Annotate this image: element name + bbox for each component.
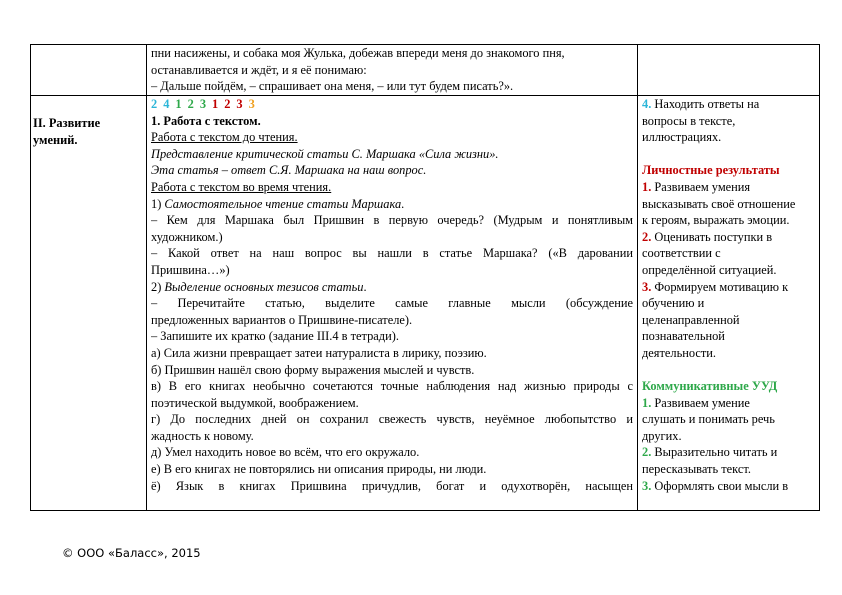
result-text: Развиваем умения [651, 179, 751, 194]
copyright-footer: © ООО «Баласс», 2015 [62, 546, 201, 560]
result-item [642, 444, 818, 461]
result-text: определённой ситуацией. [642, 262, 777, 277]
column-divider [637, 45, 638, 510]
subheading-during-reading: Работа с текстом во время чтения. [151, 179, 332, 194]
step-text: Выделение основных тезисов статьи [164, 279, 364, 294]
result-text: Оформлять свои мысли в [651, 478, 789, 493]
column-divider [819, 45, 820, 510]
result-number: 2. [642, 229, 652, 244]
result-item [642, 179, 818, 196]
result-text: познавательной [642, 329, 725, 344]
result-text: Развиваем умение [651, 395, 750, 410]
result-text: к героям, выражать эмоции. [642, 213, 790, 228]
result-item [642, 279, 818, 296]
result-item [642, 96, 818, 113]
uud-code-digit: 4 [163, 97, 170, 111]
uud-code-digit: 1 [212, 97, 219, 111]
stage-title-line2: умений. [33, 132, 78, 147]
result-text: Формируем мотивацию к [651, 279, 789, 294]
row1-line: останавливается и ждёт, и я её понимаю: [151, 62, 367, 77]
result-number: 3. [642, 478, 652, 493]
result-text: пересказывать текст. [642, 462, 751, 477]
lesson-table [30, 44, 820, 511]
uud-code-digit: 1 [175, 97, 182, 111]
result-text: других. [642, 428, 682, 443]
column-divider [146, 45, 147, 510]
uud-code-digit: 3 [248, 97, 255, 111]
row1-line: пни насижены, и собака моя Жулька, добежав впереди меня до знакомого пня, [151, 46, 565, 60]
thesis-line: д) Умел находить новое во всём, что его окружало. [151, 445, 420, 460]
step-2 [151, 279, 633, 296]
row1-line: – Дальше пойдём, – спрашивает она меня, – или тут будем писать?». [151, 79, 514, 94]
row1-text [151, 45, 633, 95]
result-number: 2. [642, 445, 652, 460]
result-number: 4. [642, 97, 652, 111]
uud-code-digit: 2 [187, 97, 194, 111]
task-line: – Перечитайте статью, выделите самые главные мысли (обсуждение [151, 296, 633, 311]
work-with-text-cell [151, 96, 633, 494]
question-line: – Кем для Маршака был Пришвин в первую очередь? (Мудрым и понятливым [151, 213, 633, 228]
thesis-line: в) В его книгах необычно сочетаются точные наблюдения над жизнью природы с [151, 379, 633, 394]
result-text: вопросы в тексте, [642, 113, 736, 128]
question-line: Пришвина…») [151, 262, 230, 277]
thesis-line: поэтической выдумкой, воображением. [151, 395, 359, 410]
result-item [642, 395, 818, 412]
intro-line: Представление критической статьи С. Маршака «Сила жизни». [151, 146, 499, 161]
result-item [642, 229, 818, 246]
result-text: высказывать своё отношение [642, 196, 796, 211]
communicative-uud-title: Коммуникативные УУД [642, 379, 778, 394]
result-number: 1. [642, 179, 652, 194]
question-line: художником.) [151, 229, 223, 244]
uud-code-digit: 3 [236, 97, 243, 111]
thesis-line: б) Пришвин нашёл свою форму выражения мыслей и чувств. [151, 362, 475, 377]
intro-line: Эта статья – ответ С.Я. Маршака на наш вопрос. [151, 163, 427, 178]
uud-code-digit: 2 [151, 97, 158, 111]
thesis-line: жадность к новому. [151, 428, 254, 443]
step-dot: . [363, 279, 367, 294]
thesis-line: е) В его книгах не повторялись ни описания природы, ни люди. [151, 462, 487, 477]
uud-code-digit: 2 [224, 97, 231, 111]
step-1 [151, 196, 633, 213]
subheading-before-reading: Работа с текстом до чтения. [151, 130, 298, 145]
uud-code-digit: 3 [199, 97, 207, 111]
result-text: Находить ответы на [651, 97, 760, 111]
results-cell [642, 96, 818, 494]
uud-codes [151, 96, 633, 113]
result-text: Оценивать поступки в [651, 229, 773, 244]
result-item [642, 478, 818, 495]
task-line: предложенных вариантов о Пришвине-писателе). [151, 312, 413, 327]
section-heading: 1. Работа с текстом. [151, 113, 261, 128]
result-text: соответствии с [642, 246, 721, 261]
column-divider [30, 45, 31, 510]
step-dot: . [401, 196, 405, 211]
question-line: – Какой ответ на наш вопрос вы нашли в статье Маршака? («В даровании [151, 246, 633, 261]
result-text: целенаправленной [642, 312, 740, 327]
result-number: 1. [642, 395, 652, 410]
result-text: деятельности. [642, 345, 717, 360]
step-number: 2) [151, 279, 165, 294]
thesis-line: г) До последних дней он сохранил свежесть чувств, неуёмное любопытство и [151, 412, 633, 427]
step-number: 1) [151, 196, 165, 211]
step-text: Самостоятельное чтение статьи Маршака [164, 196, 402, 211]
spacer [642, 146, 818, 163]
result-number: 3. [642, 279, 652, 294]
stage-cell [33, 115, 143, 148]
stage-title-line1: II. Развитие [33, 116, 101, 130]
result-text: Выразительно читать и [651, 445, 778, 460]
thesis-line: ё) Язык в книгах Пришвина причудлив, богат и одухотворён, насыщен [151, 478, 633, 493]
thesis-line: а) Сила жизни превращает затеи натуралиста в лирику, поэзию. [151, 345, 487, 360]
personal-results-title: Личностные результаты [642, 163, 780, 178]
result-text: иллюстрациях. [642, 130, 722, 145]
task-line: – Запишите их кратко (задание III.4 в тетради). [151, 329, 399, 344]
result-text: слушать и понимать речь [642, 412, 775, 427]
result-text: обучению и [642, 296, 705, 311]
spacer [642, 362, 818, 379]
